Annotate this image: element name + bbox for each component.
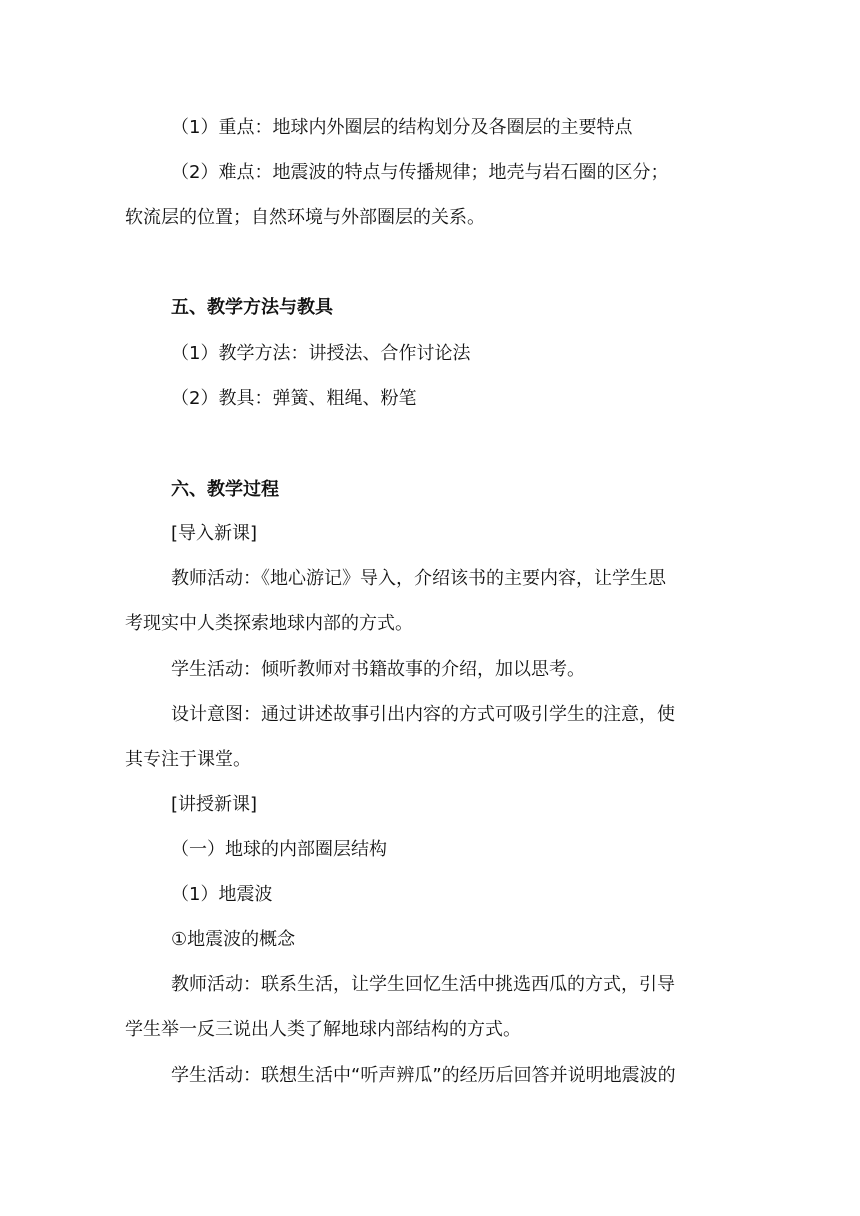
teaching-tools-line: （2）教具：弹簧、粗绳、粉笔 [171,388,417,409]
teacher-activity-line-2: 教师活动：联系生活，让学生回忆生活中挑选西瓜的方式，引导 [171,974,675,995]
teaching-method-line: （1）教学方法：讲授法、合作讨论法 [171,343,471,364]
design-intent-line: 设计意图：通过讲述故事引出内容的方式可吸引学生的注意，使 [171,704,675,725]
subsection-intro-label: [导入新课] [171,523,258,544]
student-activity-line-2: 学生活动：联想生活中“听声辨瓜”的经历后回答并说明地震波的 [171,1065,676,1086]
difficult-points-continuation: 软流层的位置；自然环境与外部圈层的关系。 [125,207,485,228]
difficult-points-line: （2）难点：地震波的特点与传播规律；地壳与岩石圈的区分； [171,162,669,183]
topic-heading-structure: （一）地球的内部圈层结构 [171,839,387,860]
topic-seismic-wave-concept: ①地震波的概念 [171,929,296,950]
teacher-activity-continuation: 考现实中人类探索地球内部的方式。 [125,613,413,634]
design-intent-continuation: 其专注于课堂。 [125,749,251,770]
student-activity-line: 学生活动：倾听教师对书籍故事的介绍，加以思考。 [171,659,585,680]
section-heading-process: 六、教学过程 [171,479,279,500]
subsection-lecture-label: [讲授新课] [171,794,258,815]
teacher-activity-continuation-2: 学生举一反三说出人类了解地球内部结构的方式。 [125,1019,521,1040]
section-heading-methods: 五、教学方法与教具 [171,297,333,318]
topic-seismic-wave: （1）地震波 [171,884,273,905]
key-points-line: （1）重点：地球内外圈层的结构划分及各圈层的主要特点 [171,117,633,138]
teacher-activity-line: 教师活动：《地心游记》导入，介绍该书的主要内容，让学生思 [171,568,666,589]
